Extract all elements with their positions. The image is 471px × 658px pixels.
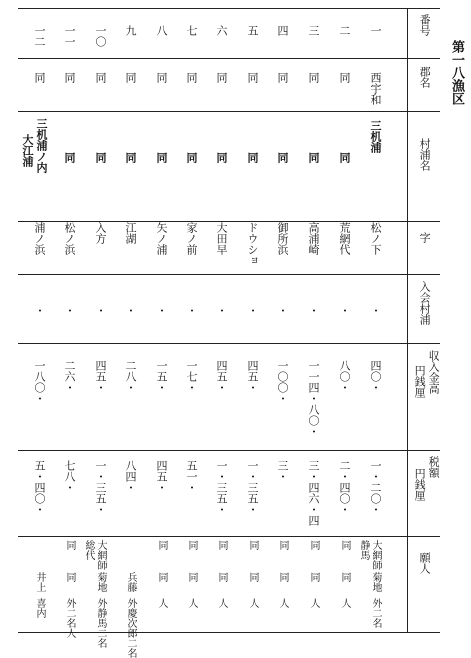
row-mura-same: 同 [124,152,137,163]
header-mura: 村浦名 [418,138,432,171]
row-tax: 三・四六・四 [307,460,320,526]
row-applicant: 井上 [34,572,45,592]
row-applicant: 外二名 [370,598,381,628]
row-tax: 二・四〇・ [338,460,351,515]
header-gun: 郡名 [418,66,432,88]
row-tax: 四五・ [155,460,168,493]
row-income: 一一四・八〇・ [307,360,320,437]
rule [18,58,440,59]
row-mura-same: 同 [215,152,228,163]
row-income: 四五・ [215,360,228,393]
row-income: 四五・ [246,360,259,393]
row-number: 七 [185,25,198,36]
row-mura-same: 同 [63,152,76,163]
row-applicant: 外慶次郎二名 [125,598,136,658]
row-number: 九 [124,25,137,36]
row-iriai: ・ [307,305,320,316]
row-applicant: 同 [186,540,197,550]
row-applicant: 人 [216,598,227,608]
row-gun: 同 [338,72,351,83]
row-applicant: 菊地 [370,572,381,592]
row-tax: 七八・ [63,460,76,493]
row-gun: 同 [246,72,259,83]
row-applicant: 同 [64,572,75,582]
header-applicant: 願人 [418,552,432,574]
row-iriai: ・ [369,305,382,316]
header-aza: 字 [418,232,432,243]
row-number: 一一 [63,25,76,47]
row-gun: 同 [63,72,76,83]
row-aza: 大田早 [215,222,228,255]
row-applicant: 同 [247,540,258,550]
row-iriai: ・ [246,305,259,316]
row-iriai: ・ [215,305,228,316]
row-applicant: 同 [216,540,227,550]
row-applicant: 兵藤 [125,572,136,592]
row-tax: 八四・ [124,460,137,493]
row-number: 三 [307,25,320,36]
row-mura-same: 同 [276,152,289,163]
row-aza: 矢ノ浦 [155,222,168,255]
row-applicant: 同 [216,572,227,582]
row-tax: 一・三五・ [94,460,107,515]
row-iriai: ・ [276,305,289,316]
mura-group-3: 三机浦ノ内 [35,118,48,173]
row-gun: 同 [155,72,168,83]
row-iriai: ・ [338,305,351,316]
row-applicant: 同 [186,572,197,582]
row-applicant: 人 [156,598,167,608]
row-number: 六 [215,25,228,36]
row-gun: 同 [215,72,228,83]
row-applicant: 同 [339,540,350,550]
row-iriai: ・ [94,305,107,316]
rule [18,8,440,9]
row-iriai: ・ [63,305,76,316]
header-income-unit: 円銭厘 [413,365,427,398]
row-income: 四五・ [94,360,107,393]
row-gun: 同 [33,72,46,83]
row-gun: 同 [276,72,289,83]
rule [18,111,440,112]
row-mura-same: 同 [94,152,107,163]
rule [18,536,440,537]
row-gun: 西宇和 [369,72,382,105]
row-income: 一〇〇・ [276,360,289,404]
row-applicant: 菊地 [95,572,106,592]
row-mura-same: 同 [246,152,259,163]
row-gun: 同 [124,72,137,83]
row-number: 八 [155,25,168,36]
row-applicant: 同 [308,540,319,550]
row-number: 五 [246,25,259,36]
row-mura-same: 同 [185,152,198,163]
row-iriai: ・ [155,305,168,316]
header-rule [407,8,408,633]
row-applicant: 同 [156,540,167,550]
row-number: 一〇 [94,25,107,47]
row-applicant: 人 [186,598,197,608]
row-aza: 高浦崎 [307,222,320,255]
row-aza: 荒網代 [338,222,351,255]
row-gun: 同 [307,72,320,83]
row-applicant: 人 [277,598,288,608]
row-tax: 五一・ [185,460,198,493]
row-applicant: 人 [339,598,350,608]
row-income: 二八・ [124,360,137,393]
row-applicant: 同 [277,540,288,550]
row-applicant: 総代 [83,540,94,560]
row-gun: 同 [185,72,198,83]
row-aza: 入方 [94,222,107,244]
row-income: 一七・ [185,360,198,393]
row-income: 四〇・ [369,360,382,393]
row-number: 一二 [33,25,46,47]
row-applicant: 同 [64,540,75,550]
row-applicant: 人 [308,598,319,608]
row-aza: 家ノ前 [185,222,198,255]
header-tax-unit: 円銭厘 [413,468,427,501]
header-income: 収入金高 [427,350,441,394]
row-aza: 浦ノ浜 [33,222,46,255]
header-tax: 税額 [427,456,441,478]
header-iriai: 入会村浦 [418,281,432,325]
row-applicant: 外二名人 [64,598,75,638]
row-applicant: 大網師 [95,540,106,570]
row-tax: 一・二〇・ [369,460,382,515]
row-income: 八〇・ [338,360,351,393]
row-applicant: 同 [308,572,319,582]
row-iriai: ・ [124,305,137,316]
row-iriai: ・ [33,305,46,316]
header-number: 番号 [418,14,432,36]
rule [18,632,440,633]
row-applicant: 同 [277,572,288,582]
mura-group-3-prefix: 大江浦 [21,134,34,167]
rule [18,343,440,344]
row-mura-same: 同 [338,152,351,163]
row-tax: 一・三五・ [246,460,259,515]
row-aza: 松ノ下 [369,222,382,255]
row-tax: 三・ [276,460,289,482]
row-aza: ドウショ [246,222,259,266]
row-income: 二六・ [63,360,76,393]
row-gun: 同 [94,72,107,83]
row-applicant: 同 [247,572,258,582]
row-income: 一五・ [155,360,168,393]
rule [18,274,440,275]
row-income: 一八〇・ [33,360,46,404]
page-title: 第一八漁区 [449,40,464,105]
row-iriai: ・ [185,305,198,316]
rule [18,450,440,451]
row-tax: 五・四〇・ [33,460,46,515]
row-applicant: 人 [247,598,258,608]
row-aza: 江湖 [124,222,137,244]
row-tax: 一・三五・ [215,460,228,515]
row-aza: 御所浜 [276,222,289,255]
row-applicant: 外静馬二名 [95,598,106,648]
row-number: 四 [276,25,289,36]
row-applicant: 同 [339,572,350,582]
row-mura-same: 同 [307,152,320,163]
row-aza: 松ノ浜 [63,222,76,255]
row-applicant: 同 [156,572,167,582]
row-applicant: 大網師 [370,540,381,570]
row-number: 一 [369,25,382,36]
row-number: 二 [338,25,351,36]
row-mura-same: 同 [155,152,168,163]
row-applicant: 喜内 [34,598,45,618]
mura-group-1: 三机浦 [369,120,382,153]
row-applicant: 静馬 [358,540,369,560]
